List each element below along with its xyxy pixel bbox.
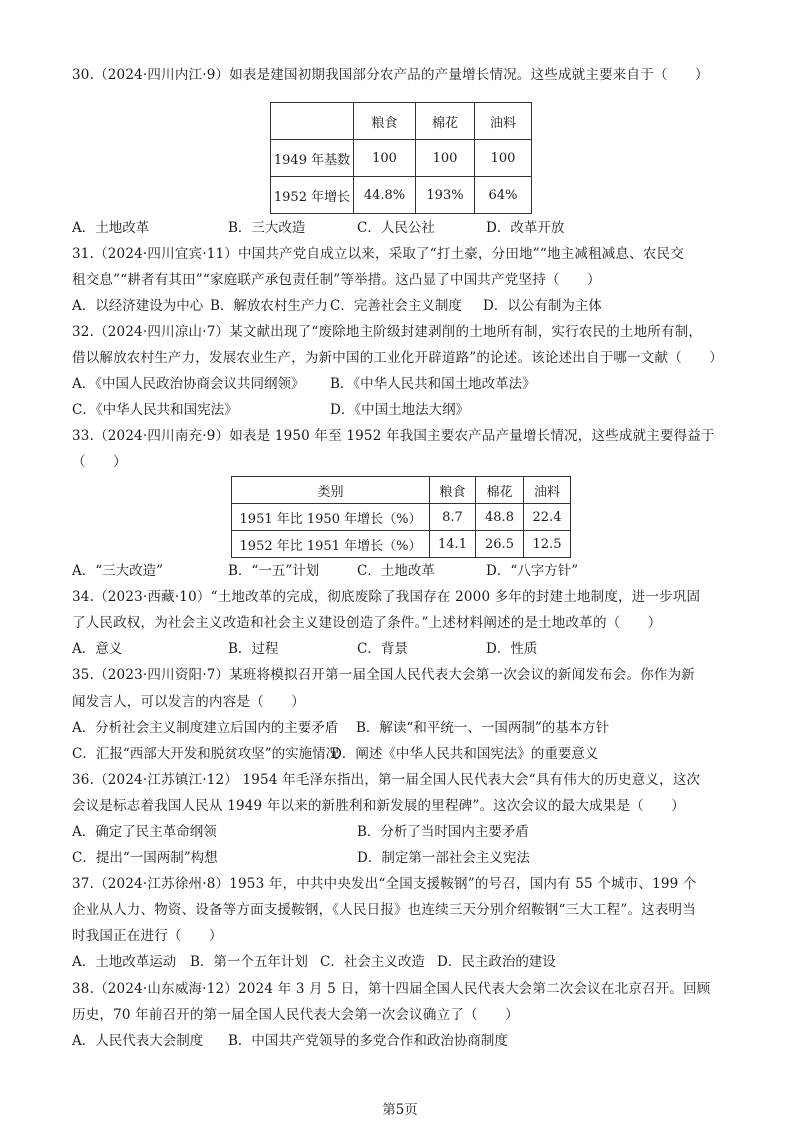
table-cell: 100 (416, 140, 475, 177)
q30-option-a: A．土地改革 (72, 220, 150, 236)
q33-stem-line1: 33.（2024·四川南充·9）如表是 1950 年至 1952 年我国主要农产品产量增长情况，这些成就主要得益于 (72, 428, 715, 444)
q33-table (231, 476, 571, 558)
table-header-cell: 类别 (232, 477, 430, 504)
q32-stem-line1: 32.（2024·四川凉山·7）某文献出现了“废除地主阶级封建剥削的土地所有制，实行农民的土地所有制， (72, 324, 703, 340)
q35-option-c: C．汇报“西部大开发和脱贫攻坚”的实施情况 (72, 746, 340, 762)
q34-stem-line2: 了人民政权，为社会主义改造和社会主义建设创造了条件。”上述材料阐述的是土地改革的（ ） (72, 615, 662, 631)
table-cell: 14.1 (430, 531, 476, 558)
table-cell: 44.8% (354, 177, 416, 214)
q34-option-d: D．性质 (486, 641, 538, 657)
table-header-cell (271, 103, 354, 140)
q35-stem-line1: 35.（2023·四川资阳·7）某班将模拟召开第一届全国人民代表大会第一次会议的新闻发布会。你作为新 (72, 667, 695, 683)
q38-option-a: A．人民代表大会制度 (72, 1033, 204, 1049)
q30-option-c: C．人民公社 (357, 220, 435, 236)
table-header-cell: 棉花 (476, 477, 524, 504)
q31-stem-line2: 租交息”“耕者有其田”“家庭联产承包责任制”等举措。这凸显了中国共产党坚持（ ） (72, 272, 601, 288)
table-row (232, 531, 571, 558)
table-header-cell: 油料 (524, 477, 571, 504)
q38-stem-line1: 38.（2024·山东威海·12）2024 年 3 月 5 日，第十四届全国人民代表大会第二次会议在北京召开。回顾 (72, 981, 711, 997)
q34-option-b: B．过程 (228, 641, 279, 657)
q33-option-b: B．“一五”计划 (228, 563, 320, 579)
q32-stem-line2: 借以解放农村生产力，发展农业生产，为新中国的工业化开辟道路”的论述。该论述出自于哪一文献（ ） (72, 350, 723, 366)
q35-option-b: B．解读“和平统一、一国两制”的基本方针 (356, 720, 610, 736)
table-header-cell: 油料 (475, 103, 532, 140)
q36-option-b: B．分析了当时国内主要矛盾 (357, 824, 529, 840)
table-cell: 26.5 (476, 531, 524, 558)
q36-stem-line2: 会议是标志着我国人民从 1949 年以来的新胜利和新发展的里程碑”。这次会议的最大成果是（ ） (72, 798, 685, 814)
table-cell: 1949 年基数 (271, 140, 354, 177)
q36-option-c: C．提出“一国两制”构想 (72, 850, 218, 866)
q31-option-d: D．以公有制为主体 (483, 298, 602, 314)
q38-stem-line2: 历史，70 年前召开的第一届全国人民代表大会第一次会议确立了（ ） (72, 1007, 519, 1023)
q35-option-d: D．阐述《中华人民共和国宪法》的重要意义 (331, 746, 599, 762)
q37-option-d: D．民主政治的建设 (437, 954, 556, 970)
q37-option-c: C．社会主义改造 (320, 954, 425, 970)
q32-option-d: D．《中国土地法大纲》 (330, 402, 470, 418)
q30-stem: 30.（2024·四川内江·9）如表是建国初期我国部分农产品的产量增长情况。这些成就主要来自于（ ） (72, 67, 709, 83)
q32-option-c: C．《中华人民共和国宪法》 (72, 402, 238, 418)
q35-option-a: A．分析社会主义制度建立后国内的主要矛盾 (72, 720, 339, 736)
q34-option-a: A．意义 (72, 641, 123, 657)
q37-stem-line1: 37.（2024·江苏徐州·8）1953 年，中共中央发出“全国支援鞍钢”的号召，国内有 55 个城市、199 个 (72, 876, 697, 892)
table-row (232, 504, 571, 531)
q36-option-d: D．制定第一部社会主义宪法 (357, 850, 530, 866)
q34-option-c: C．背景 (357, 641, 408, 657)
q32-option-b: B．《中华人民共和国土地改革法》 (330, 376, 536, 392)
table-cell: 100 (354, 140, 416, 177)
table-cell: 48.8 (476, 504, 524, 531)
q35-stem-line2: 闻发言人，可以发言的内容是（ ） (72, 694, 305, 710)
q37-option-a: A．土地改革运动 (72, 954, 177, 970)
table-header-cell: 粮食 (354, 103, 416, 140)
table-row (271, 140, 532, 177)
q30-option-b: B．三大改造 (228, 220, 306, 236)
q33-option-d: D．“八字方针” (486, 563, 579, 579)
table-cell: 1952 年比 1951 年增长（%） (232, 531, 430, 558)
table-header-cell: 粮食 (430, 477, 476, 504)
q33-option-a: A．“三大改造” (72, 563, 164, 579)
q31-option-c: C．完善社会主义制度 (330, 298, 462, 314)
q33-option-c: C．土地改革 (357, 563, 435, 579)
table-cell: 100 (475, 140, 532, 177)
q31-option-b: B．解放农村生产力 (210, 298, 328, 314)
q38-option-b: B．中国共产党领导的多党合作和政治协商制度 (228, 1033, 508, 1049)
table-cell: 12.5 (524, 531, 571, 558)
page-number: 第5页 (382, 1102, 418, 1118)
table-row (271, 177, 532, 214)
q30-table (270, 102, 532, 214)
q36-stem-line1: 36.（2024·江苏镇江·12） 1954 年毛泽东指出，第一届全国人民代表大会“具有伟大的历史意义，这次 (72, 772, 701, 788)
q36-option-a: A．确定了民主革命纲领 (72, 824, 217, 840)
table-cell: 1952 年增长 (271, 177, 354, 214)
table-cell: 64% (475, 177, 532, 214)
q37-option-b: B．第一个五年计划 (190, 954, 308, 970)
table-header-cell: 棉花 (416, 103, 475, 140)
q37-stem-line2: 企业从人力、物资、设备等方面支援鞍钢，《人民日报》也连续三天分别介绍鞍钢“三大工程”。这表明当 (72, 902, 696, 918)
q33-stem-line2: （ ） (72, 454, 127, 470)
q31-stem-line1: 31.（2024·四川宜宾·11）中国共产党自成立以来，采取了“打土豪，分田地”“地主减租减息、农民交 (72, 246, 684, 262)
table-cell: 1951 年比 1950 年增长（%） (232, 504, 430, 531)
q31-option-a: A．以经济建设为中心 (72, 298, 204, 314)
table-cell: 22.4 (524, 504, 571, 531)
q32-option-a: A．《中国人民政治协商会议共同纲领》 (72, 376, 305, 392)
q30-option-d: D．改革开放 (486, 220, 565, 236)
table-cell: 193% (416, 177, 475, 214)
q34-stem-line1: 34.（2023·西藏·10）“土地改革的完成，彻底废除了我国存在 2000 多年的封建土地制度，进一步巩固 (72, 589, 701, 605)
table-cell: 8.7 (430, 504, 476, 531)
q37-stem-line3: 时我国正在进行（ ） (72, 928, 223, 944)
